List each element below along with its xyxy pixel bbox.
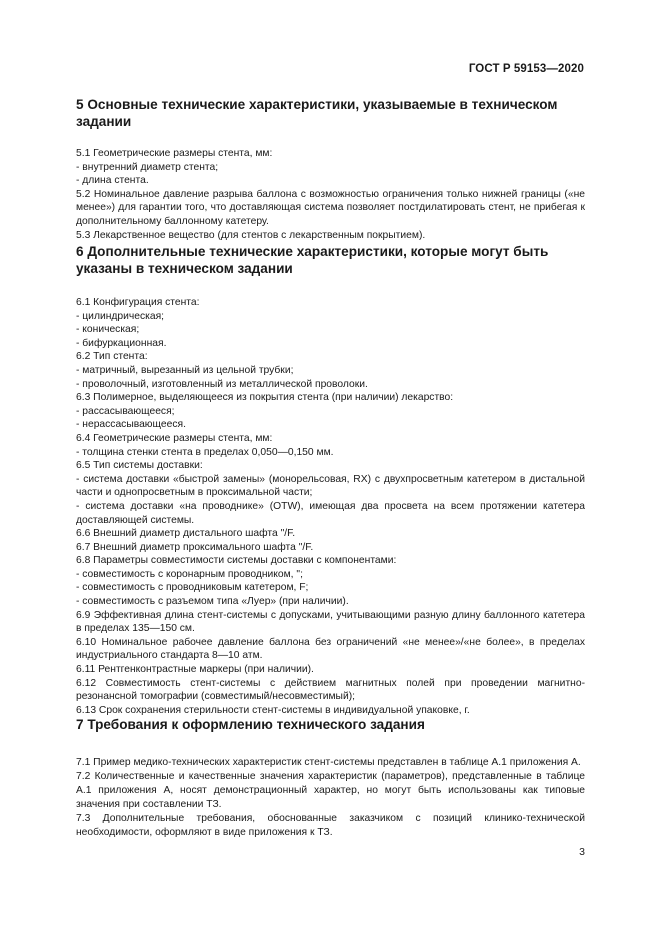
- paragraph-line: - бифуркационная.: [76, 337, 167, 349]
- paragraph-line: 5.1 Геометрические размеры стента, мм:: [76, 148, 273, 159]
- paragraph-line: - толщина стенки стента в пределах 0,050—0,150 мм.: [76, 446, 334, 458]
- paragraph-line: 6.13 Срок сохранения стерильности стент-системы в индивидуальной упаковке, г.: [76, 704, 470, 716]
- paragraph-line: 6.3 Полимерное, выделяющееся из покрытия стента (при наличии) лекарство:: [76, 392, 454, 404]
- section-6-title: 6 Дополнительные технические характеристики, которые могут быть указаны в техническом задании: [76, 244, 549, 276]
- paragraph-line: - проволочный, изготовленный из металлической проволоки.: [76, 378, 368, 390]
- section-5-title: 5 Основные технические характеристики, указываемые в техническом задании: [76, 97, 558, 129]
- paragraph-line: 6.11 Рентгенконтрастные маркеры (при наличии).: [76, 664, 314, 676]
- paragraph-line: - рассасывающееся;: [76, 405, 175, 417]
- paragraph-line: 6.7 Внешний диаметр проксимального шафта "/F.: [76, 541, 314, 553]
- paragraph-line: 6.10 Номинальное рабочее давление баллона без ограничений «не менее»/«не более», в пределах индустриального стандарта 8—10 атм.: [76, 636, 585, 662]
- standard-code: ГОСТ Р 59153—2020: [468, 63, 584, 75]
- paragraph-line: - совместимость с разъемом типа «Луер» (при наличии).: [76, 596, 349, 608]
- paragraph-line: 7.2 Количественные и качественные значения характеристик (параметров), представленные в таблице А.1 приложения А, носят демонстрационный характер, но могут быть использованы как типовые значения при составлении ТЗ.: [76, 771, 585, 810]
- paragraph-line: 5.3 Лекарственное вещество (для стентов с лекарственным покрытием).: [76, 229, 426, 241]
- paragraph-line: 6.8 Параметры совместимости системы доставки с компонентами:: [76, 555, 397, 567]
- paragraph-line: 7.3 Дополнительные требования, обоснованные заказчиком с позиций клинико-технической необходимости, оформляют в виде приложения к ТЗ.: [76, 813, 585, 838]
- paragraph-line: 6.5 Тип системы доставки:: [76, 460, 203, 472]
- section-7-title: 7 Требования к оформлению технического задания: [76, 717, 425, 732]
- paragraph-line: - совместимость с проводниковым катетером, F;: [76, 582, 309, 594]
- section-6: [76, 243, 585, 717]
- paragraph-line: 7.1 Пример медико-технических характеристик стент-системы представлен в таблице А.1 приложения А.: [76, 757, 581, 768]
- paragraph-line: - коническая;: [76, 324, 140, 336]
- paragraph-line: 6.12 Совместимость стент-системы с действием магнитных полей при проведении магнитно-резонансной томографии (совместимый/несовместимый);: [76, 677, 585, 703]
- paragraph-line: 6.4 Геометрические размеры стента, мм:: [76, 432, 273, 444]
- paragraph-line: - система доставки «быстрой замены» (монорельсовая, RX) с двухпросветным катетером в дистальной части и однопросветным в проксимальной части;: [76, 473, 585, 499]
- section-7: [76, 716, 585, 840]
- section-5-body: [76, 147, 585, 242]
- paragraph-line: - матричный, вырезанный из цельной трубки;: [76, 364, 294, 376]
- paragraph-line: - нерассасывающееся.: [76, 419, 186, 431]
- section-6-body: [76, 296, 585, 717]
- paragraph-line: - внутренний диаметр стента;: [76, 161, 219, 173]
- page-number: 3: [579, 846, 585, 858]
- paragraph-line: - совместимость с коронарным проводником, ";: [76, 568, 303, 580]
- paragraph-line: 6.1 Конфигурация стента:: [76, 297, 200, 308]
- paragraph-line: 6.2 Тип стента:: [76, 351, 148, 363]
- paragraph-line: - длина стента.: [76, 175, 149, 187]
- paragraph-line: 6.6 Внешний диаметр дистального шафта "/F.: [76, 528, 296, 540]
- section-5: [76, 96, 585, 242]
- paragraph-line: - система доставки «на проводнике» (OTW), имеющая два просвета на всем протяжении катетера доставляющей системы.: [76, 500, 585, 526]
- section-7-body: [76, 756, 585, 840]
- paragraph-line: - цилиндрическая;: [76, 310, 165, 322]
- paragraph-line: 6.9 Эффективная длина стент-системы с допусками, учитывающими разную длину баллонного катетера в пределах 135—150 см.: [76, 609, 585, 635]
- paragraph-line: 5.2 Номинальное давление разрыва баллона с возможностью ограничения только нижней границы («не менее») для гарантии того, что доставляющая система позволяет постдилатировать стент, не прибегая к дополнительному баллонному катетеру.: [76, 188, 585, 227]
